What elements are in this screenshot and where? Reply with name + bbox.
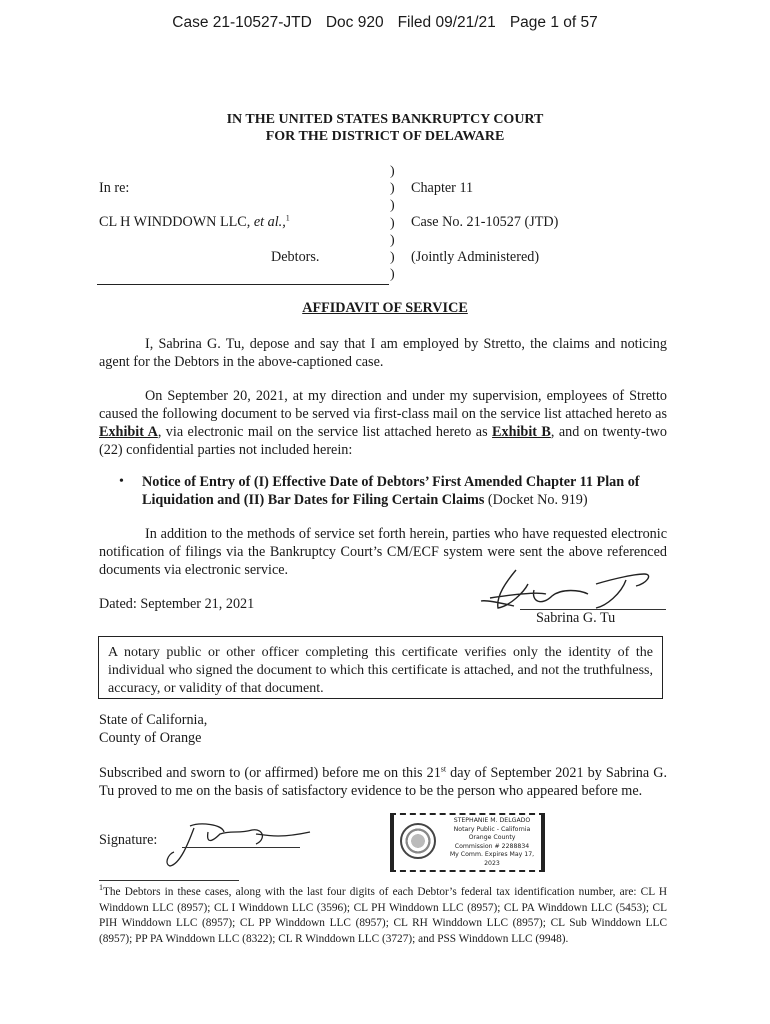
served-document-docket: (Docket No. 919) (484, 492, 588, 508)
stamp-expiration: My Comm. Expires May 17, 2023 (449, 851, 535, 867)
jurat-text-b: day of September 2021 by Sabrina G. Tu proved to me on the basis of satisfactory evidence to be the person who appeared before me. (99, 765, 667, 799)
filing-header (0, 14, 770, 32)
doc-number-header: Doc 920 (325, 14, 384, 31)
footnote-mark: 1 (99, 883, 103, 893)
service-text-c: , and on twenty-two (22) confidential parties not included herein: (99, 424, 667, 458)
served-document-title: Notice of Entry of (I) Effective Date of Debtors’ First Amended Chapter 11 Plan of Liquidation and (II) Bar Dates for Filing Certain Claims (142, 474, 640, 508)
exhibit-b-reference: Exhibit B (492, 424, 551, 440)
case-number: Case No. 21-10527 (JTD) (411, 214, 559, 230)
footnote-reference: 1 (285, 213, 290, 223)
caption-parentheses: ) ) ) ) ) ) ) (390, 164, 395, 283)
court-heading-line-2: FOR THE DISTRICT OF DELAWARE (265, 129, 505, 144)
caption-rule (97, 284, 389, 285)
debtor-name (99, 214, 290, 231)
jurat-text-a: Subscribed and sworn to (or affirmed) before me on this 21 (99, 765, 441, 781)
paragraph-employment: I, Sabrina G. Tu, depose and say that I am employed by Stretto, the claims and noticing agent for the Debtors in the above-captioned case. (99, 336, 667, 370)
debtor-name-text: CL H WINDDOWN LLC, (99, 214, 251, 230)
stamp-commission: Commission # 2288834 (454, 842, 530, 850)
notary-stamp (390, 813, 545, 872)
footnote (99, 885, 667, 947)
paragraph-service (99, 387, 667, 459)
document-title: AFFIDAVIT OF SERVICE (302, 300, 468, 316)
court-heading-line-1: IN THE UNITED STATES BANKRUPTCY COURT (226, 112, 544, 127)
court-heading (0, 111, 770, 145)
signature-label: Signature: (99, 832, 158, 848)
stamp-county: Orange County (468, 834, 516, 842)
bullet-marker: • (119, 474, 124, 489)
footnote-rule (99, 880, 239, 881)
debtors-label: Debtors. (271, 249, 320, 265)
notary-stamp-text (442, 817, 542, 869)
et-al-text: et al., (253, 214, 286, 230)
affiant-signature (476, 562, 666, 614)
jurat-county: County of Orange (99, 730, 202, 746)
notary-signature-rule (182, 847, 300, 848)
in-re-label: In re: (99, 180, 130, 196)
notary-disclaimer-box: A notary public or other officer completing this certificate verifies only the identity of the individual who signed the document to which this certificate is attached, and not the truthfulness, accuracy, or validity of that document. (98, 636, 663, 699)
stamp-notary-title: Notary Public - California (453, 825, 531, 833)
jurat-statement (99, 764, 667, 800)
jurat-ordinal: st (440, 764, 447, 774)
filed-date-header: Filed 09/21/21 (397, 14, 496, 31)
paragraph-electronic-service: In addition to the methods of service set forth herein, parties who have requested electronic notification of filings via the Bankruptcy Court’s CM/ECF system were sent the above referenced documents via electronic service. (99, 526, 667, 578)
notary-seal-icon (400, 823, 436, 859)
dated-line: Dated: September 21, 2021 (99, 596, 255, 612)
service-text-a: On September 20, 2021, at my direction and under my supervision, employees of Stretto caused the following document to be served via first-class mail on the service list attached hereto as (99, 388, 667, 422)
jurat-state: State of California, (99, 712, 208, 728)
stamp-notary-name: STEPHANIE M. DELGADO (453, 817, 531, 824)
jointly-administered: (Jointly Administered) (411, 249, 540, 265)
affiant-name: Sabrina G. Tu (536, 610, 616, 626)
footnote-text: The Debtors in these cases, along with the last four digits of each Debtor’s federal tax identification number, are: CL H Winddown LLC (8957); CL I Winddown LLC (3596); CL PH Winddown LLC (8957); CL PA Winddown LLC (5453); CL PIH Winddown LLC (8957); CL PP Winddown LLC (8957); CL RH Winddown LLC (8957); CL Sub Winddown LLC (8957); PP PA Winddown LLC (8322); CL R Winddown LLC (3727); and PSS Winddown LLC (9948). (99, 886, 667, 945)
notary-signature (160, 814, 320, 870)
chapter-label: Chapter 11 (411, 180, 474, 196)
case-number-header: Case 21-10527-JTD (172, 14, 312, 31)
exhibit-a-reference: Exhibit A (99, 424, 158, 440)
service-text-b: , via electronic mail on the service list attached hereto as (157, 424, 493, 440)
page-number-header: Page 1 of 57 (509, 14, 598, 31)
served-document (142, 473, 667, 509)
